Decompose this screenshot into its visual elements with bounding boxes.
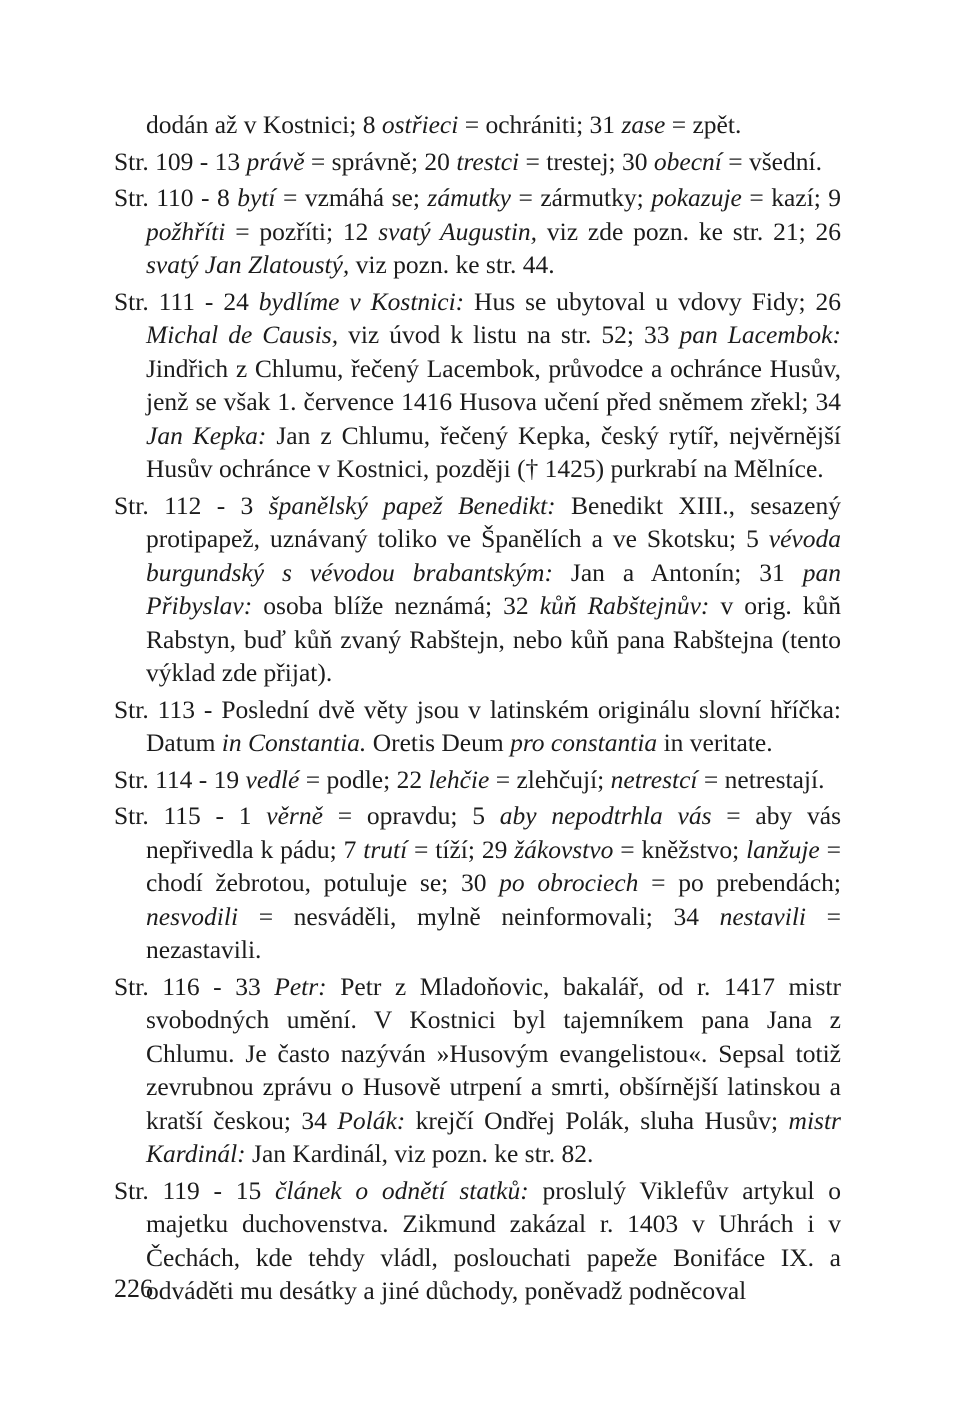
- note-text: osoba blíže neznámá; 32: [252, 591, 540, 620]
- note-text: = zármutky;: [510, 183, 652, 212]
- note-term: požhříti: [146, 216, 226, 246]
- note-term: článek o odnětí statků:: [275, 1175, 529, 1205]
- note-text: = po prebendách;: [638, 868, 842, 897]
- note-text: in veritate.: [657, 728, 773, 757]
- note-term: kůň Rabštejnův:: [539, 591, 710, 620]
- note-text: Str. 110 - 8: [114, 183, 238, 212]
- note-text: v orig. kůň Rabstyn, buď kůň zvaný Rabštejn, nebo kůň pana Rabštejna (tento výklad zde přijat).: [146, 591, 841, 687]
- note-term: pro constantia: [510, 728, 658, 757]
- note-text: Oretis Deum: [366, 728, 511, 757]
- note-text: proslulý Viklefův artykul o majetku duchovenstva. Zikmund zakázal r. 1403 v Uhrách i v Čechách, kde tehdy vládl, poslouchati papeže Bonifáce IX. a odváděti mu desátky a jiné důchody, poněvadž podněcoval: [146, 1175, 841, 1305]
- note-text: = vzmáhá se;: [275, 183, 428, 212]
- note-term: aby nepodtrhla vás: [499, 801, 712, 830]
- note-term: obecní: [653, 146, 722, 176]
- note-text: = opravdu; 5: [322, 801, 500, 830]
- note-text: = nesváděli, mylně neinformovali; 34: [238, 901, 720, 931]
- note-entry: [114, 693, 841, 760]
- note-text: = kněžstvo;: [613, 834, 747, 864]
- note-text: Str. 112 - 3: [114, 490, 269, 520]
- note-text: = netrestají.: [697, 764, 825, 794]
- note-text: Str. 119 - 15: [114, 1175, 276, 1205]
- note-term: Michal de Causis,: [146, 320, 339, 349]
- note-entry: [114, 285, 841, 486]
- note-text: viz pozn. ke str. 44.: [349, 250, 555, 279]
- note-term: ostřieci: [381, 110, 459, 139]
- note-term: bytí: [237, 183, 276, 212]
- note-entry: [114, 799, 841, 967]
- note-term: pan Lacembok:: [679, 320, 841, 349]
- note-term: Polák:: [337, 1105, 406, 1135]
- note-text: = kazí; 9: [741, 183, 842, 212]
- note-term: zase: [621, 110, 666, 139]
- note-term: netrestcí: [610, 764, 698, 794]
- notes-text-block: [114, 108, 841, 1308]
- note-text: = pozříti; 12: [225, 216, 379, 246]
- note-text: = podle; 22: [299, 764, 429, 794]
- note-term: in Constantia.: [221, 728, 367, 757]
- note-term: mistr Kardinál:: [146, 1105, 841, 1168]
- note-entry: [114, 108, 841, 142]
- note-term: bydlíme v Kostnici:: [258, 286, 465, 316]
- note-term: po obrociech: [499, 868, 639, 897]
- note-entry: [114, 970, 841, 1171]
- note-text: = správně; 20: [304, 146, 457, 176]
- note-text: Hus se ubytoval u vdovy Fidy; 26: [464, 286, 841, 316]
- note-term: vedlé: [245, 764, 300, 794]
- note-text: viz úvod k listu na str. 52; 33: [338, 320, 680, 349]
- note-text: = zpět.: [665, 110, 742, 139]
- note-text: Str. 111 - 24: [114, 286, 259, 316]
- note-term: žákovstvo: [514, 834, 614, 864]
- note-term: svatý Jan Zlatoustý,: [146, 250, 350, 279]
- note-text: Str. 113 - Poslední dvě věty jsou v latinském originálu slovní hříčka: Datum: [114, 694, 841, 757]
- note-text: Str. 116 - 33: [114, 971, 275, 1001]
- note-text: = ochrániti; 31: [458, 110, 622, 139]
- note-entry: [114, 489, 841, 690]
- note-text: viz zde pozn. ke str. 21; 26: [537, 216, 842, 246]
- note-term: nestavili: [719, 901, 806, 931]
- note-text: = aby vás nepřivedla k pádu; 7: [146, 801, 841, 864]
- note-text: = všední.: [721, 146, 822, 176]
- note-text: Jindřich z Chlumu, řečený Lacembok, průvodce a ochránce Husův, jenž se však 1. července 1416 Husova učení před sněmem zřekl; 34: [146, 353, 841, 416]
- note-text: = trestej; 30: [519, 146, 654, 176]
- note-term: španělský papež Benedikt:: [268, 490, 556, 520]
- note-text: Str. 115 - 1: [114, 801, 267, 830]
- note-text: = zlehčují;: [489, 764, 611, 794]
- note-term: pokazuje: [651, 183, 742, 212]
- note-term: trestci: [456, 146, 520, 176]
- note-text: Str. 109 - 13: [114, 146, 247, 176]
- note-text: Str. 114 - 19: [114, 764, 246, 794]
- note-term: právě: [246, 146, 305, 176]
- note-term: zámutky: [427, 183, 511, 212]
- note-term: lanžuje: [746, 834, 820, 864]
- note-term: Jan Kepka:: [146, 420, 267, 450]
- note-term: vévoda burgundský s vévodou brabantským:: [146, 524, 841, 587]
- note-term: lehčie: [428, 764, 490, 794]
- note-term: nesvodili: [146, 901, 239, 931]
- note-text: Benedikt XIII., sesazený protipapež, uznávaný toliko ve Španělích a ve Skotsku; 5: [146, 490, 842, 553]
- note-entry: [114, 763, 841, 797]
- note-text: krejčí Ondřej Polák, sluha Husův;: [405, 1105, 789, 1135]
- note-entry: [114, 1174, 841, 1308]
- note-text: Petr z Mladoňovic, bakalář, od r. 1417 mistr svobodných umění. V Kostnici byl tajemníkem pana Jana z Chlumu. Je často nazýván »Husovým evangelistou«. Sepsal totiž zevrubnou zprávu o Husově utrpení a smrti, obšírnější latinskou a kratší českou; 34: [146, 971, 841, 1135]
- note-text: dodán až v Kostnici; 8: [146, 110, 382, 139]
- note-text: Jan a Antonín; 31: [552, 557, 803, 587]
- note-term: věrně: [266, 801, 323, 830]
- note-text: = nezastavili.: [146, 901, 841, 964]
- note-text: = tíží; 29: [407, 834, 515, 864]
- note-entry: [114, 181, 841, 282]
- note-term: svatý Augustin,: [378, 216, 538, 246]
- note-term: pan Přibyslav:: [146, 557, 841, 620]
- note-entry: [114, 145, 841, 179]
- page-number: 226: [114, 1274, 153, 1303]
- note-text: = chodí žebrotou, potuluje se; 30: [146, 834, 841, 897]
- note-text: Jan Kardinál, viz pozn. ke str. 82.: [245, 1139, 594, 1168]
- note-term: trutí: [363, 834, 408, 864]
- note-term: Petr:: [274, 971, 327, 1001]
- note-text: Jan z Chlumu, řečený Kepka, český rytíř, nejvěrnější Husův ochránce v Kostnici, později († 1425) purkrabí na Mělníce.: [146, 420, 841, 483]
